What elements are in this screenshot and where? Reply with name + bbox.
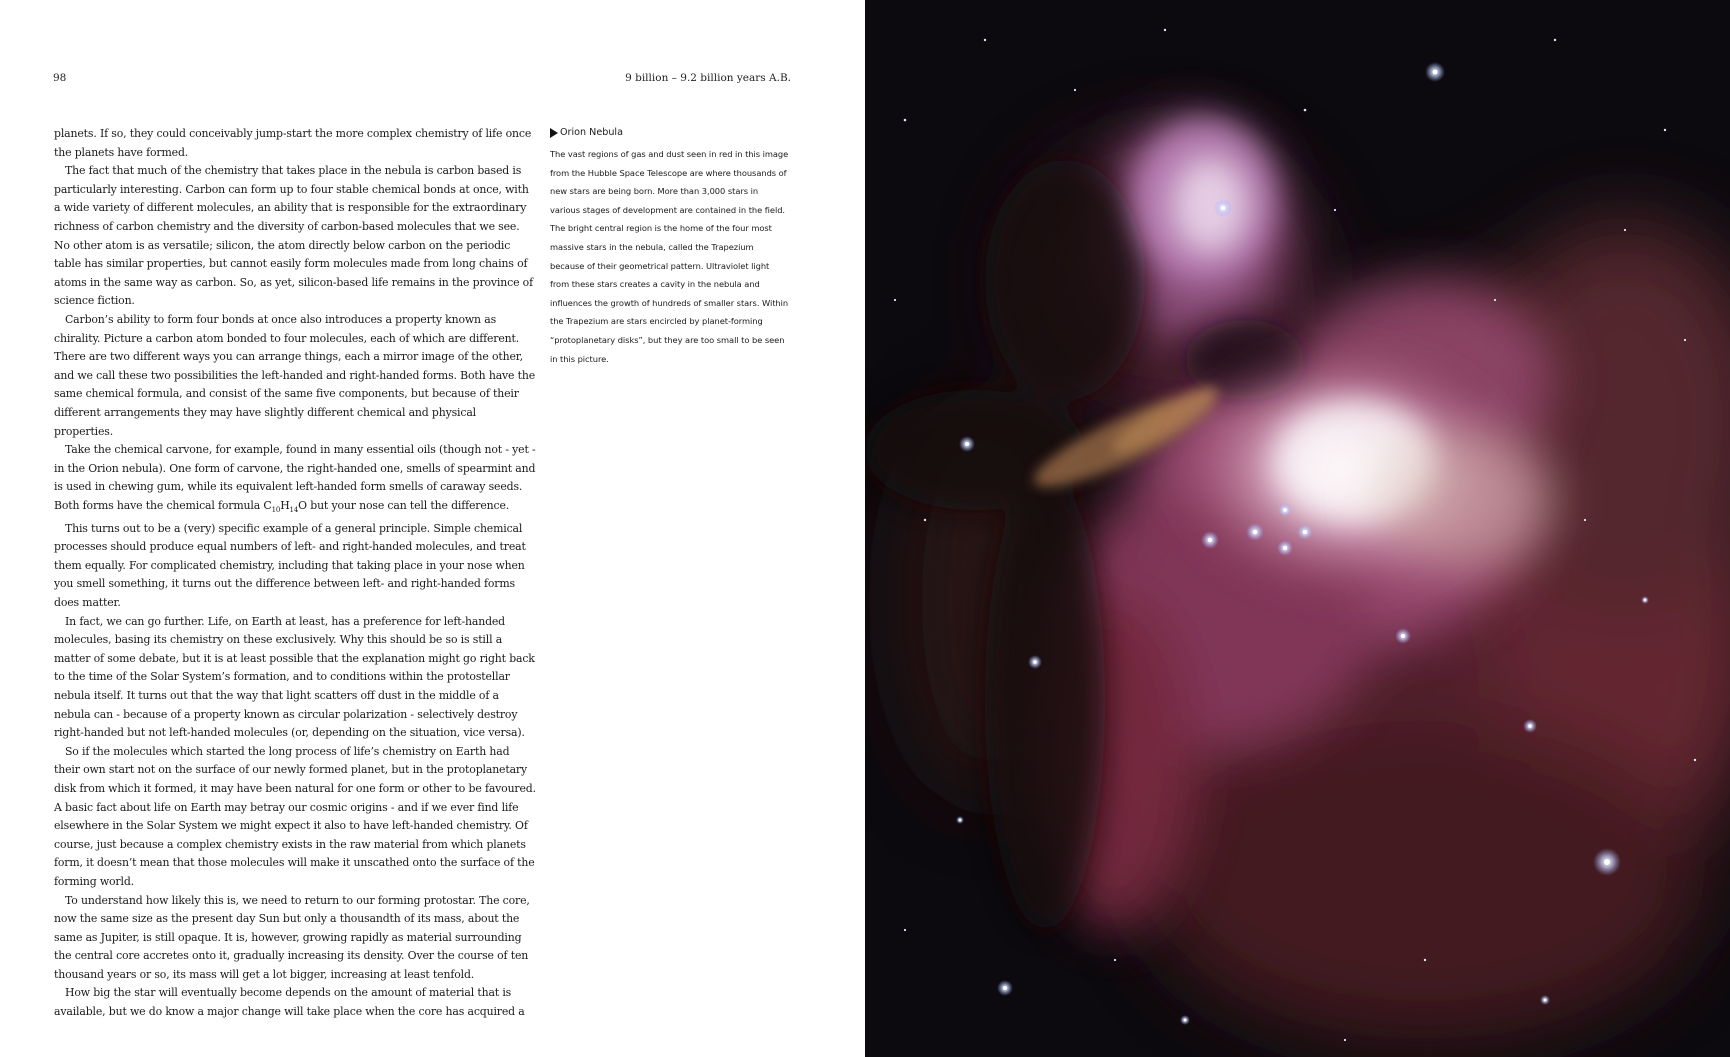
orion-nebula-photo [865, 0, 1730, 1057]
paragraph: How big the star will eventually become depends on the amount of material that is available, but we do know a major change will take place when the core has acquired a [54, 986, 525, 1019]
upper-nebula-lobe [1135, 120, 1275, 280]
paragraph: So if the molecules which started the long process of life’s chemistry on Earth had their own start not on the surface of our newly formed planet, but in the protoplanetary disk from which it formed, it may have been natural for one form or other to be favoured. [54, 744, 536, 795]
nebula-illustration [865, 0, 1730, 1057]
caption-arrow-icon [550, 128, 558, 138]
paragraph: planets. If so, they could conceivably jump-start the more complex chemistry of life once the planets have formed. [54, 127, 532, 159]
paragraph [54, 441, 536, 520]
caption-text: The vast regions of gas and dust seen in red in this image from the Hubble Space Telescope are where thousands of new stars are being born. More than 3,000 stars in various stages of development are contained in the field. The bright central region is the home of the four most massive stars in the nebula, called the Trapezium because of their geometrical pattern. Ultraviolet light from these stars creates a cavity in the nebula and influences the growth of hundreds of smaller stars. Within the Trapezium are stars encircled by planet-forming “protoplanetary disks”, but they are too small to be seen in this picture. [550, 149, 789, 364]
paragraph: Carbon’s ability to form four bonds at once also introduces a property known as chirality. Picture a carbon atom bonded to four molecules, each of which are different. There are two different ways you can arrange things, each a mirror image of the other, and we call these two possibilities the left-handed and right-handed forms. Both have the same chemical formula, and consist of the same five components, but because of their different arrangements they may have slightly different chemical and physical properties. [54, 312, 536, 438]
caption-title: Orion Nebula [550, 126, 790, 140]
chemical-formula: $C_{10}H_{14}O$ [263, 498, 307, 515]
paragraph: This turns out to be a (very) specific example of a general principle. Simple chemical processes should produce equal numbers of left- and right-handed molecules, and treat them equally. For complicated chemistry, including that taking place in your nose when you smell something, it turns out the difference between left- and right-handed forms does matter. [54, 521, 526, 610]
paragraph: A basic fact about life on Earth may betray our cosmic origins - and if we ever find life elsewhere in the Solar System we might expect it also to have left-handed chemistry. Of course, just because a complex chemistry exists in the raw material from which planets form, it doesn’t mean that those molecules will make it unscathed onto the surface of the forming world. [54, 800, 535, 888]
body-text [54, 125, 536, 1022]
page-number: 98 [53, 72, 67, 84]
running-head: 9 billion – 9.2 billion years A.B. [625, 72, 791, 84]
paragraph: To understand how likely this is, we need to return to our forming protostar. The core, now the same size as the present day Sun but only a thousandth of its mass, about the same as Jupiter, is still opaque. It is, however, growing rapidly as material surrounding the central core accretes onto it, gradually increasing its density. Over the course of ten thousand years or so, its mass will get a lot bigger, increasing at least tenfold. [54, 893, 530, 981]
paragraph-text: but your nose can tell the difference. [306, 498, 510, 512]
paragraph-text: Take the chemical carvone, for example, found in many essential oils (though not - yet - in the Orion nebula). One form of carvone, the right-handed one, smells of spearmint and is used in chewing gum, while its equivalent left-handed form smells of caraway seeds. Both forms have the chemical formula [54, 443, 536, 512]
paragraph: In fact, we can go further. Life, on Earth at least, has a preference for left-handed molecules, basing its chemistry on these exclusively. Why this should be so is still a matter of some debate, but it is at least possible that the explanation might go right back to the time of the Solar System’s formation, and to conditions within the protostellar nebula itself. It turns out that the way that light scatters off dust in the middle of a nebula can - because of a property known as circular polarization - selectively destroy right-handed but not left-handed molecules (or, depending on the situation, vice versa). [54, 614, 535, 740]
figure-caption [550, 126, 790, 368]
paragraph: The fact that much of the chemistry that takes place in the nebula is carbon based is particularly interesting. Carbon can form up to four stable chemical bonds at once, with a wide variety of different molecules, an ability that is responsible for the extraordinary richness of carbon chemistry and the diversity of carbon-based molecules that we see. No other atom is as versatile; silicon, the atom directly below carbon on the periodic table has similar properties, but cannot easily form molecules made from long chains of atoms in the same way as carbon. So, as yet, silicon-based life remains in the province of science fiction. [54, 164, 533, 308]
